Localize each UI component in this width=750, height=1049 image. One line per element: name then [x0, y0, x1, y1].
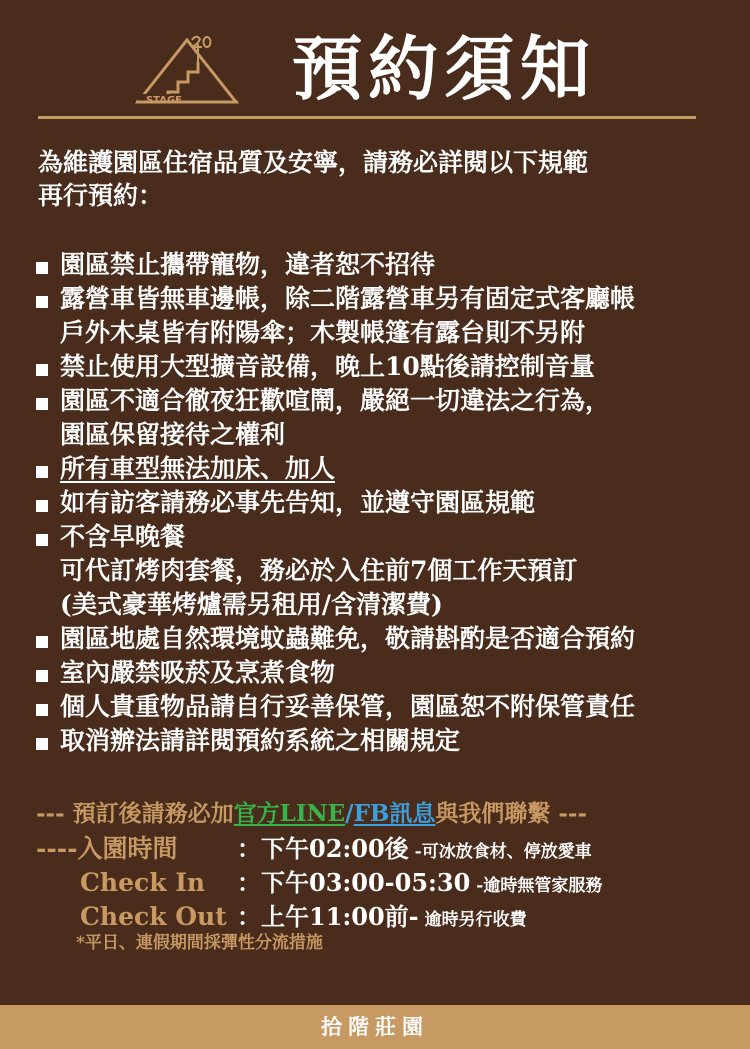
rule-text: (美式豪華烤爐需另租用/含清潔費): [60, 590, 443, 619]
rule-text: 園區保留接待之權利: [60, 420, 286, 449]
intro-line: 為維護園區住宿品質及安寧，請務必詳閱以下規範: [38, 148, 589, 177]
rule-text: 露營車皆無車邊帳，除二階露營車另有固定式客廳帳: [60, 284, 636, 313]
rule-text: 禁止使用大型擴音設備，晚上10點後請控制音量: [60, 352, 595, 381]
bullet-icon: [36, 670, 48, 682]
contact-line: [36, 797, 736, 831]
contact-suffix: 與我們聯繫 ---: [435, 800, 587, 827]
bullet-icon: [36, 738, 48, 750]
time-label: Check In: [80, 868, 206, 897]
bullet-icon: [36, 262, 48, 274]
contact-prefix: --- 預訂後請務必加: [36, 800, 234, 827]
logo-text: STAGE: [145, 95, 183, 106]
rule-item-no-extra-bed: [36, 452, 726, 486]
rule-text: 取消辦法請詳閱預約系統之相關規定: [60, 726, 461, 755]
rule-item-no-smoking-cooking: [36, 656, 726, 690]
rule-text: 室內嚴禁吸菸及烹煮食物: [60, 658, 336, 687]
bullet-icon: [36, 466, 48, 478]
fb-message-link[interactable]: FB訊息: [353, 800, 436, 827]
bullet-icon: [36, 636, 48, 648]
footer-bar: [0, 1005, 750, 1049]
intro-line: 再行預約：: [38, 181, 164, 210]
time-note: -可冰放食材、停放愛車: [414, 842, 592, 862]
time-schedule: [36, 832, 736, 934]
bullet-icon: [36, 500, 48, 512]
header-divider: [38, 116, 696, 119]
rules-list: [36, 248, 726, 758]
rule-text: 所有車型無法加床、加人: [60, 454, 336, 483]
time-label: Check Out: [80, 902, 227, 931]
rule-text: 園區禁止攜帶寵物，違者恕不招待: [60, 250, 436, 279]
time-value: ：下午03:00-05:30: [237, 868, 471, 897]
line-official-link[interactable]: 官方LINE: [233, 800, 346, 827]
time-row-checkin: [36, 866, 736, 900]
time-row-checkout: [36, 900, 736, 934]
rule-item-cancellation: [36, 724, 726, 758]
rule-item-no-loudspeakers: [36, 350, 726, 384]
page-title: 預約須知: [292, 27, 596, 110]
rule-item-meals: [36, 520, 726, 622]
footer-brand: 拾階莊園: [321, 1014, 429, 1039]
schedule-footnote: *平日、連假期間採彈性分流措施: [76, 933, 323, 953]
time-label: ----入園時間: [36, 834, 178, 863]
rule-item-camper-tents: [36, 282, 726, 350]
rule-item-valuables: [36, 690, 726, 724]
time-value: ：上午11:00前-: [237, 902, 419, 931]
bullet-icon: [36, 296, 48, 308]
time-note: -逾時無管家服務: [476, 876, 603, 896]
rule-item-insects: [36, 622, 726, 656]
rule-text: 個人貴重物品請自行妥善保管，園區恕不附保管責任: [60, 692, 636, 721]
contact-slash: /: [345, 800, 354, 827]
rule-text: 園區不適合徹夜狂歡喧鬧，嚴絕一切違法之行為，: [60, 386, 611, 415]
rule-item-no-pets: [36, 248, 726, 282]
rule-item-no-partying: [36, 384, 726, 452]
rule-text: 可代訂烤肉套餐，務必於入住前7個工作天預訂: [60, 556, 578, 585]
intro-text: [38, 146, 718, 212]
rule-text: 如有訪客請務必事先告知，並遵守園區規範: [60, 488, 536, 517]
bullet-icon: [36, 398, 48, 410]
rule-text: 不含早晚餐: [60, 522, 186, 551]
stage-logo: [134, 32, 240, 110]
time-row-entry: [36, 832, 736, 866]
bullet-icon: [36, 534, 48, 546]
bullet-icon: [36, 364, 48, 376]
time-note: 逾時另行收費: [424, 910, 527, 930]
header: [0, 0, 750, 118]
rule-text: 戶外木桌皆有附陽傘；木製帳篷有露台則不另附: [60, 318, 586, 347]
bullet-icon: [36, 704, 48, 716]
rule-item-visitors: [36, 486, 726, 520]
time-value: ：下午02:00後: [237, 834, 409, 863]
rule-text: 園區地處自然環境蚊蟲難免，敬請斟酌是否適合預約: [60, 624, 636, 653]
